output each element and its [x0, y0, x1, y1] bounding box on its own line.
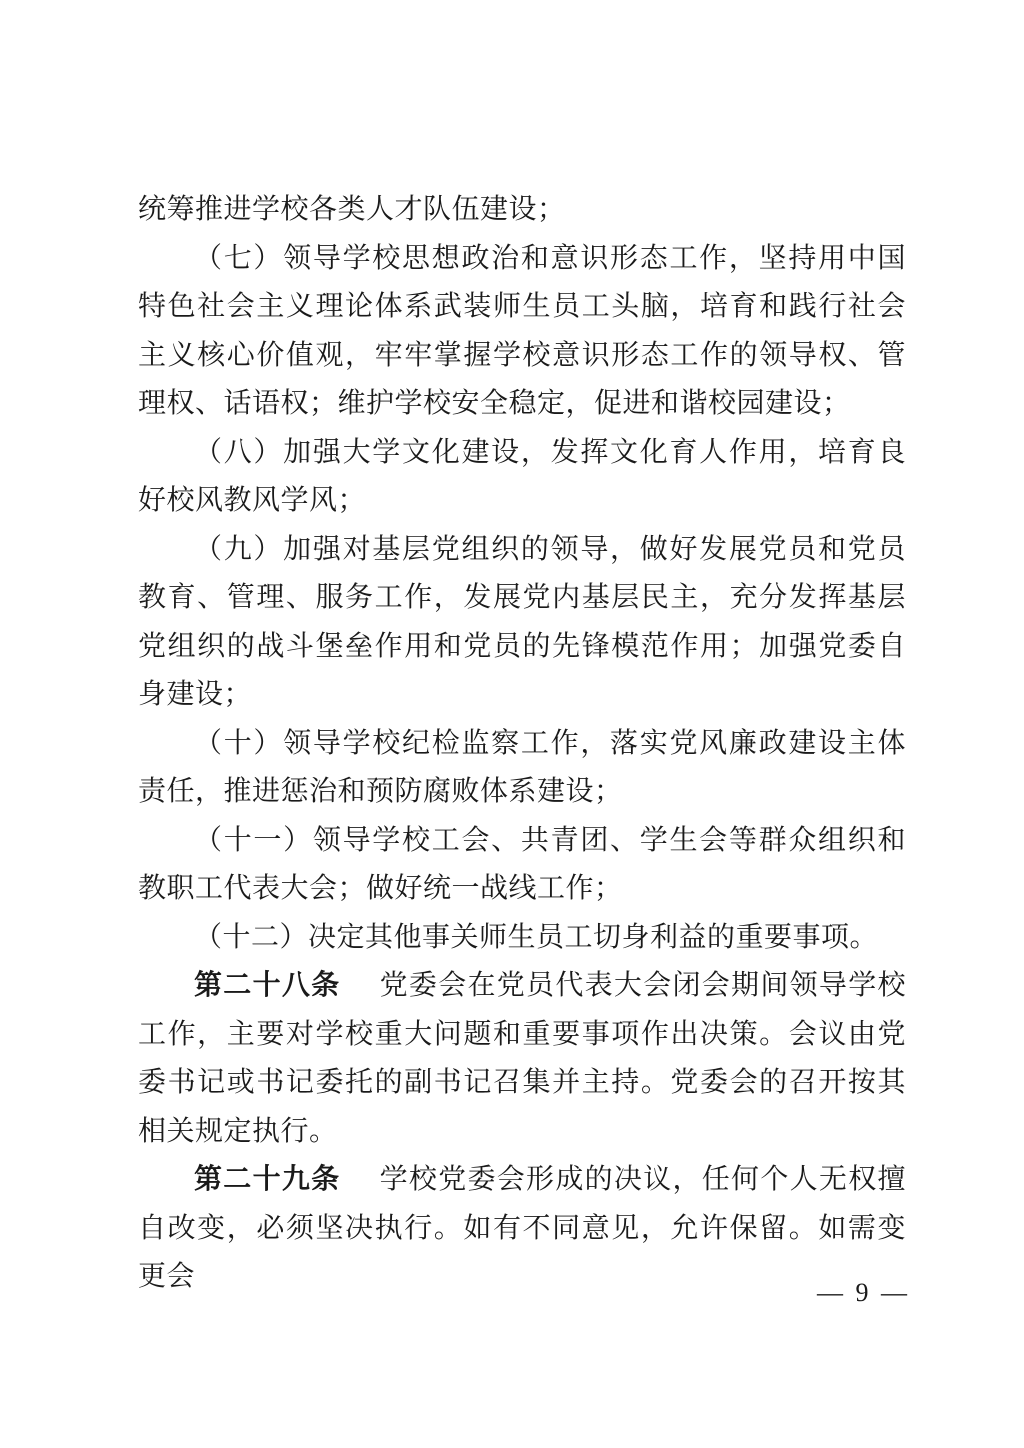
paragraph-item-7: （七）领导学校思想政治和意识形态工作，坚持用中国特色社会主义理论体系武装师生员工头脑，培育和践行社会主义核心价值观，牢牢掌握学校意识形态工作的领导权、管理权、话语权；维护学校安全稳定，促进和谐校园建设；: [138, 242, 906, 419]
article-29-text: 学校党委会形成的决议，任何个人无权擅自改变，必须坚决执行。如有不同意见，允许保留。如需变更会: [138, 1164, 906, 1292]
paragraph-article-29: [138, 1156, 906, 1302]
paragraph-item-11: （十一）领导学校工会、共青团、学生会等群众组织和教职工代表大会；做好统一战线工作；: [138, 824, 906, 904]
article-29-number: 第二十九条: [194, 1164, 341, 1195]
paragraph-article-28: [138, 962, 906, 1156]
paragraph-continuation: 统筹推进学校各类人才队伍建设；: [138, 194, 566, 225]
article-28-number: 第二十八条: [194, 970, 341, 1001]
page-number: — 9 —: [817, 1278, 910, 1307]
paragraph-item-9: （九）加强对基层党组织的领导，做好发展党员和党员教育、管理、服务工作，发展党内基层民主，充分发挥基层党组织的战斗堡垒作用和党员的先锋模范作用；加强党委自身建设；: [138, 533, 906, 710]
article-28-text: 党委会在党员代表大会闭会期间领导学校工作，主要对学校重大问题和重要事项作出决策。会议由党委书记或书记委托的副书记召集并主持。党委会的召开按其相关规定执行。: [138, 970, 906, 1147]
document-body: [138, 186, 906, 1302]
paragraph-item-12: （十二）决定其他事关师生员工切身利益的重要事项。: [194, 921, 879, 953]
paragraph-item-10: （十）领导学校纪检监察工作，落实党风廉政建设主体责任，推进惩治和预防腐败体系建设；: [138, 727, 906, 807]
paragraph-item-8: （八）加强大学文化建设，发挥文化育人作用，培育良好校风教风学风；: [138, 436, 906, 516]
